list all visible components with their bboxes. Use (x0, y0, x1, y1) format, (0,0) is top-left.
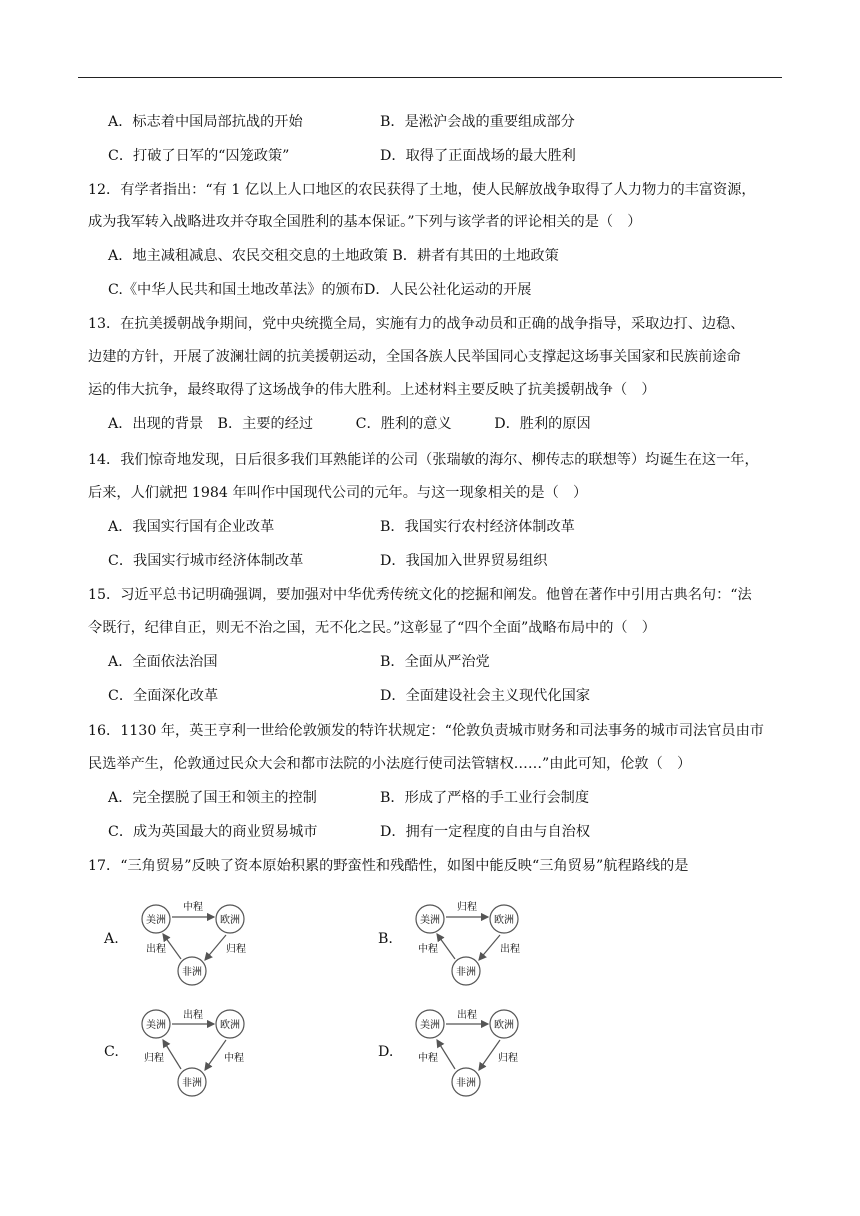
q14-option-d[interactable]: D．我国加入世界贸易组织 (380, 553, 548, 569)
q13-stem-line1: 13．在抗美援朝战争期间，党中央统揽全局，实施有力的战争动员和正确的战争指导，采取边打、边稳、 (88, 316, 745, 332)
q14-stem-line2: 后来，人们就把 1984 年叫作中国现代公司的元年。与这一现象相关的是（ ） (88, 485, 588, 501)
q15-option-c[interactable]: C．全面深化改革 (108, 688, 219, 704)
q17-label-a[interactable]: A. (104, 931, 119, 947)
q14-option-c[interactable]: C．我国实行城市经济体制改革 (108, 553, 304, 569)
q12-options-line2[interactable]: C.《中华人民共和国土地改革法》的颁布D．人民公社化运动的开展 (108, 282, 532, 298)
q11-option-a[interactable]: A．标志着中国局部抗战的开始 (108, 114, 303, 130)
node-america: 美洲 (146, 915, 166, 926)
q15-option-b[interactable]: B．全面从严治党 (380, 654, 490, 670)
node-africa: 非洲 (182, 1078, 202, 1089)
q16-option-a[interactable]: A．完全摆脱了国王和领主的控制 (108, 790, 317, 806)
edge-right-label: 归程 (498, 1053, 518, 1064)
q11-option-d[interactable]: D．取得了正面战场的最大胜利 (380, 148, 576, 164)
q14-option-a[interactable]: A．我国实行国有企业改革 (108, 519, 275, 535)
q16-stem-line1: 16．1130 年，英王亨利一世给伦敦颁发的特许状规定：“伦敦负责城市财务和司法事务的城市司法官员由市 (88, 723, 764, 739)
q13-stem-line3: 运的伟大抗争，最终取得了这场战争的伟大胜利。上述材料主要反映了抗美援朝战争（ ） (88, 382, 656, 398)
edge-top-label: 出程 (457, 1010, 477, 1021)
edge-right-label: 归程 (226, 944, 246, 955)
edge-left-label: 中程 (418, 1053, 438, 1064)
q17-diagram-a[interactable] (130, 890, 260, 990)
edge-left-label: 出程 (146, 944, 166, 955)
q17-diagram-b[interactable] (404, 890, 534, 990)
edge-top-label: 归程 (457, 902, 477, 913)
q16-option-c[interactable]: C．成为英国最大的商业贸易城市 (108, 824, 318, 840)
node-europe: 欧洲 (220, 915, 240, 926)
node-europe: 欧洲 (220, 1020, 240, 1031)
q15-stem-line1: 15．习近平总书记明确强调，要加强对中华优秀传统文化的挖掘和阐发。他曾在著作中引用古典名句：“法 (88, 587, 752, 603)
q15-option-a[interactable]: A．全面依法治国 (108, 654, 218, 670)
node-america: 美洲 (420, 915, 440, 926)
q13-stem-line2: 边建的方针，开展了波澜壮阔的抗美援朝运动，全国各族人民举国同心支撑起这场事关国家和民族前途命 (88, 349, 741, 365)
node-africa: 非洲 (456, 1078, 476, 1089)
node-africa: 非洲 (182, 967, 202, 978)
q13-options[interactable]: A．出现的背景 B．主要的经过 C．胜利的意义 D．胜利的原因 (108, 416, 591, 432)
edge-left-label: 归程 (144, 1053, 164, 1064)
edge-right-label: 中程 (224, 1053, 244, 1064)
q17-label-d[interactable]: D. (378, 1044, 394, 1060)
q17-diagram-c[interactable] (130, 1003, 260, 1103)
header-rule (78, 77, 782, 78)
q11-option-c[interactable]: C．打破了日军的“囚笼政策” (108, 148, 290, 164)
node-america: 美洲 (420, 1020, 440, 1031)
q16-option-d[interactable]: D．拥有一定程度的自由与自治权 (380, 824, 591, 840)
q16-option-b[interactable]: B．形成了严格的手工业行会制度 (380, 790, 590, 806)
edge-right-label: 出程 (500, 944, 520, 955)
q16-stem-line2: 民选举产生，伦敦通过民众大会和都市法院的小法庭行使司法管辖权……”由此可知，伦敦（ ） (88, 756, 692, 772)
q17-label-b[interactable]: B. (378, 931, 393, 947)
q14-option-b[interactable]: B．我国实行农村经济体制改革 (380, 519, 575, 535)
q15-option-d[interactable]: D．全面建设社会主义现代化国家 (380, 688, 591, 704)
q17-label-c[interactable]: C. (104, 1044, 119, 1060)
edge-left-label: 中程 (418, 944, 438, 955)
q11-option-b[interactable]: B．是淞沪会战的重要组成部分 (380, 114, 575, 130)
node-america: 美洲 (146, 1020, 166, 1031)
q12-stem-line2: 成为我军转入战略进攻并夺取全国胜利的基本保证。”下列与该学者的评论相关的是（ ） (88, 214, 642, 230)
edge-top-label: 中程 (183, 902, 203, 913)
node-europe: 欧洲 (494, 1020, 514, 1031)
q17-diagram-d[interactable] (404, 1003, 534, 1103)
q12-options-line1[interactable]: A．地主减租减息、农民交租交息的土地政策 B．耕者有其田的土地政策 (108, 248, 559, 264)
q14-stem-line1: 14．我们惊奇地发现，日后很多我们耳熟能详的公司（张瑞敏的海尔、柳传志的联想等）均诞生在这一年， (88, 452, 759, 468)
edge-top-label: 出程 (183, 1010, 203, 1021)
q17-stem: 17．“三角贸易”反映了资本原始积累的野蛮性和残酷性，如图中能反映“三角贸易”航程路线的是 (88, 858, 689, 874)
q12-stem-line1: 12．有学者指出：“有 1 亿以上人口地区的农民获得了土地，使人民解放战争取得了人力物力的丰富资源， (88, 182, 756, 198)
node-europe: 欧洲 (494, 915, 514, 926)
node-africa: 非洲 (456, 967, 476, 978)
q15-stem-line2: 令既行，纪律自正，则无不治之国，无不化之民。”这彰显了“四个全面”战略布局中的（ ） (88, 620, 656, 636)
